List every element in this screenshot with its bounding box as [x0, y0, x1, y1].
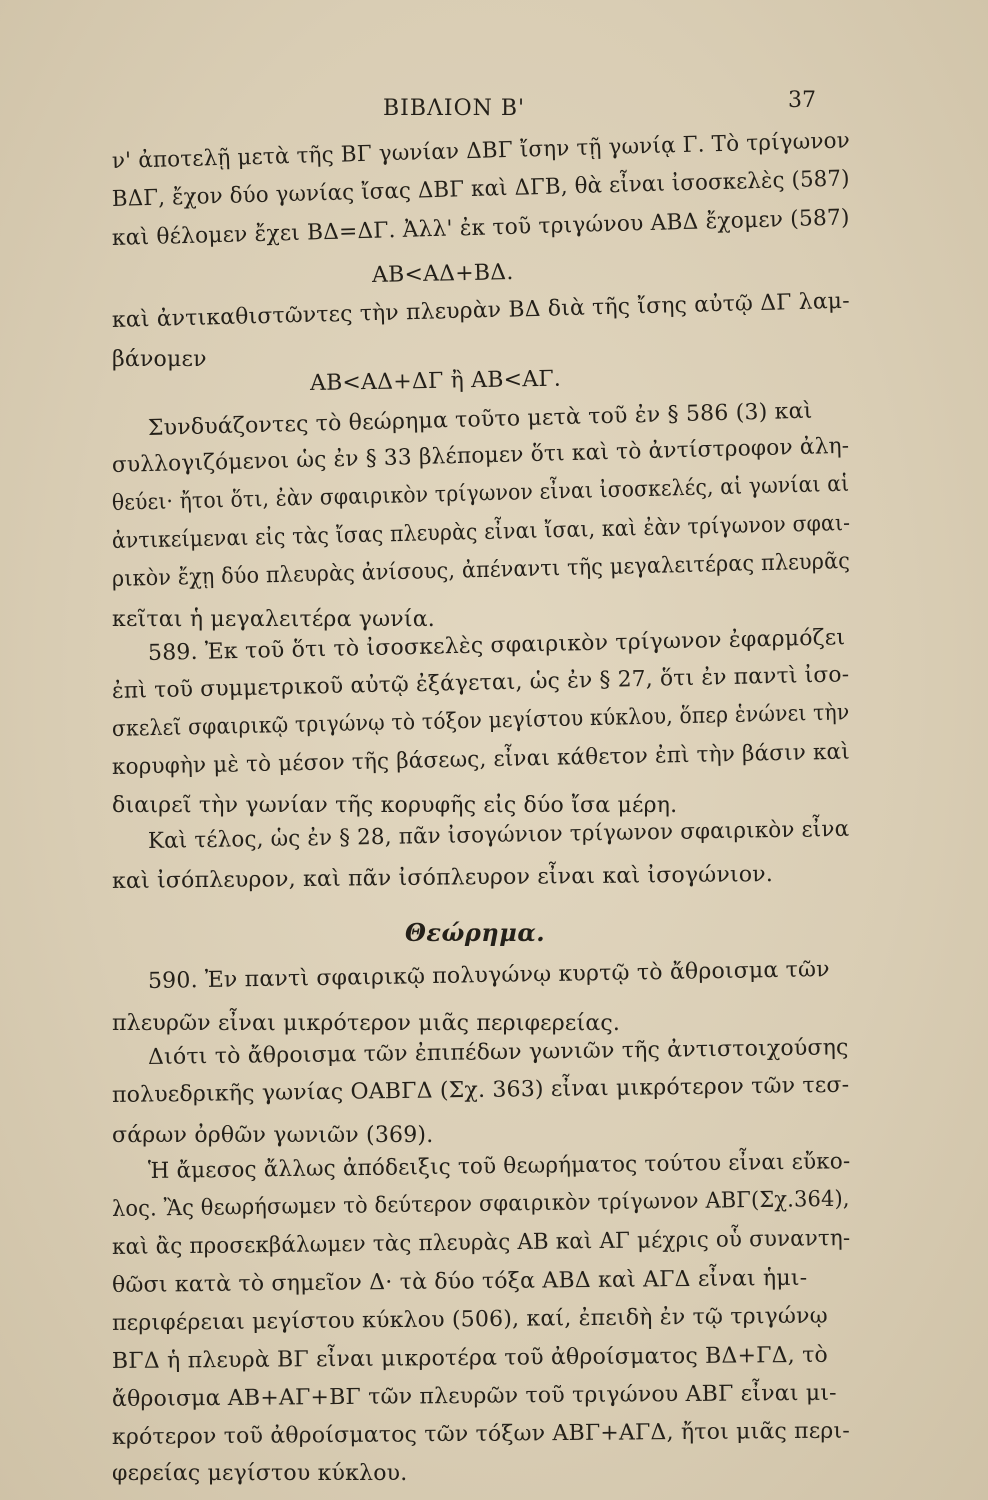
text-line: καὶ ἀντικαθιστῶντες τὴν πλευρὰν ΒΔ διὰ τῆς ἴσης αὐτῷ ΔΓ λαμ- [111, 288, 851, 333]
text-line: θῶσι κατὰ τὸ σημεῖον Δ· τὰ δύο τόξα ΑΒΔ καὶ ΑΓΔ εἶναι ἡμι- [111, 1265, 808, 1298]
text-line: κορυφὴν μὲ τὸ μέσον τῆς βάσεως, εἶναι κάθετον ἐπὶ τὴν βάσιν καὶ [111, 739, 851, 780]
page-number: 37 [788, 88, 816, 113]
text-line: 589. Ἐκ τοῦ ὅτι τὸ ἰσοσκελὲς σφαιρικὸν τρίγωνον ἐφαρμόζει [147, 625, 846, 666]
text-line: σκελεῖ σφαιρικῷ τριγώνῳ τὸ τόξον μεγίστου κύκλου, ὅπερ ἑνώνει τὴν [111, 700, 850, 742]
text-line: καὶ ἰσόπλευρον, καὶ πᾶν ἰσόπλευρον εἶναι καὶ ἰσογώνιον. [111, 862, 774, 894]
text-line: περιφέρειαι μεγίστου κύκλου (506), καί, ἐπειδὴ ἐν τῷ τριγώνῳ [111, 1303, 828, 1336]
text-line: λος. Ἂς θεωρήσωμεν τὸ δεύτερον σφαιρικὸν τρίγωνον ΑΒΓ(Σχ.364), [111, 1186, 850, 1222]
text-line: ἐπὶ τοῦ συμμετρικοῦ αὐτῷ ἐξάγεται, ὡς ἐν § 27, ὅτι ἐν παντὶ ἰσο- [111, 662, 850, 704]
text-line: Διότι τὸ ἄθροισμα τῶν ἐπιπέδων γωνιῶν τῆς ἀντιστοιχούσης [147, 1035, 849, 1070]
text-line: ἄθροισμα ΑΒ+ΑΓ+ΒΓ τῶν πλευρῶν τοῦ τριγώνου ΑΒΓ εἶναι μι- [111, 1380, 837, 1412]
text-line: 590. Ἐν παντὶ σφαιρικῷ πολυγώνῳ κυρτῷ τὸ ἄθροισμα τῶν [147, 957, 830, 994]
text-line: κρότερον τοῦ ἀθροίσματος τῶν τόξων ΑΒΓ+ΑΓΔ, ἤτοι μιᾶς περι- [111, 1418, 851, 1450]
text-line: ν' ἀποτελῇ μετὰ τῆς ΒΓ γωνίαν ΔΒΓ ἴσην τῇ γωνίᾳ Γ. Τὸ τρίγωνον [111, 128, 851, 174]
text-line: συλλογιζόμενοι ὡς ἐν § 33 βλέπομεν ὅτι καὶ τὸ ἀντίστροφον ἀλη- [111, 433, 850, 478]
text-line: καὶ ἂς προσεκβάλωμεν τὰς πλευρὰς ΑΒ καὶ ΑΓ μέχρις οὗ συναντη- [111, 1225, 851, 1260]
text-line: Καὶ τέλος, ὡς ἐν § 28, πᾶν ἰσογώνιον τρίγωνον σφαιρικὸν εἶνα [147, 816, 850, 854]
text-line: πολυεδρικῆς γωνίας ΟΑΒΓΔ (Σχ. 363) εἶναι μικρότερον τῶν τεσ- [111, 1072, 850, 1108]
text-line: ρικὸν ἔχῃ δύο πλευρὰς ἀνίσους, ἀπέναντι τῆς μεγαλειτέρας πλευρᾶς [111, 548, 851, 592]
text-line: θεύει· ἤτοι ὅτι, ἐὰν σφαιρικὸν τρίγωνον εἶναι ἰσοσκελές, αἱ γωνίαι αἱ [111, 471, 850, 516]
formula: ΑΒ<ΑΔ+ΔΓ ἢ ΑΒ<ΑΓ. [309, 366, 562, 396]
text-line: βάνομεν [112, 347, 207, 372]
text-line: ἀντικείμεναι εἰς τὰς ἴσας πλευρὰς εἶναι ἴσαι, καὶ ἐὰν τρίγωνον σφαι- [111, 510, 851, 554]
section-heading: Θεώρημα. [405, 918, 546, 947]
text-line: διαιρεῖ τὴν γωνίαν τῆς κορυφῆς εἰς δύο ἴσα μέρη. [112, 793, 678, 818]
text-line: Συνδυάζοντες τὸ θεώρημα τοῦτο μετὰ τοῦ ἐν § 586 (3) καὶ [147, 398, 813, 441]
text-line: φερείας μεγίστου κύκλου. [112, 1461, 408, 1486]
text-line: ΒΓΔ ἡ πλευρὰ ΒΓ εἶναι μικροτέρα τοῦ ἀθροίσματος ΒΔ+ΓΔ, τὸ [111, 1342, 829, 1374]
text-line: ΒΔΓ, ἔχον δύο γωνίας ἴσας ΔΒΓ καὶ ΔΓΒ, θὰ εἶναι ἰσοσκελὲς (587) [111, 166, 850, 212]
running-header: ΒΙΒΛΙΟΝ Β' [383, 96, 526, 121]
text-line: πλευρῶν εἶναι μικρότερον μιᾶς περιφερείας. [112, 1011, 621, 1036]
text-line: σάρων ὀρθῶν γωνιῶν (369). [112, 1123, 434, 1148]
formula: ΑΒ<ΑΔ+ΒΔ. [371, 260, 514, 288]
text-line: καὶ θέλομεν ἔχει ΒΔ=ΔΓ. Ἀλλ' ἐκ τοῦ τριγώνου ΑΒΔ ἔχομεν (587) [111, 205, 850, 251]
text-line: κεῖται ἡ μεγαλειτέρα γωνία. [112, 607, 435, 632]
text-line: Ἡ ἄμεσος ἄλλως ἀπόδειξις τοῦ θεωρήματος τούτου εἶναι εὔκο- [147, 1149, 851, 1184]
